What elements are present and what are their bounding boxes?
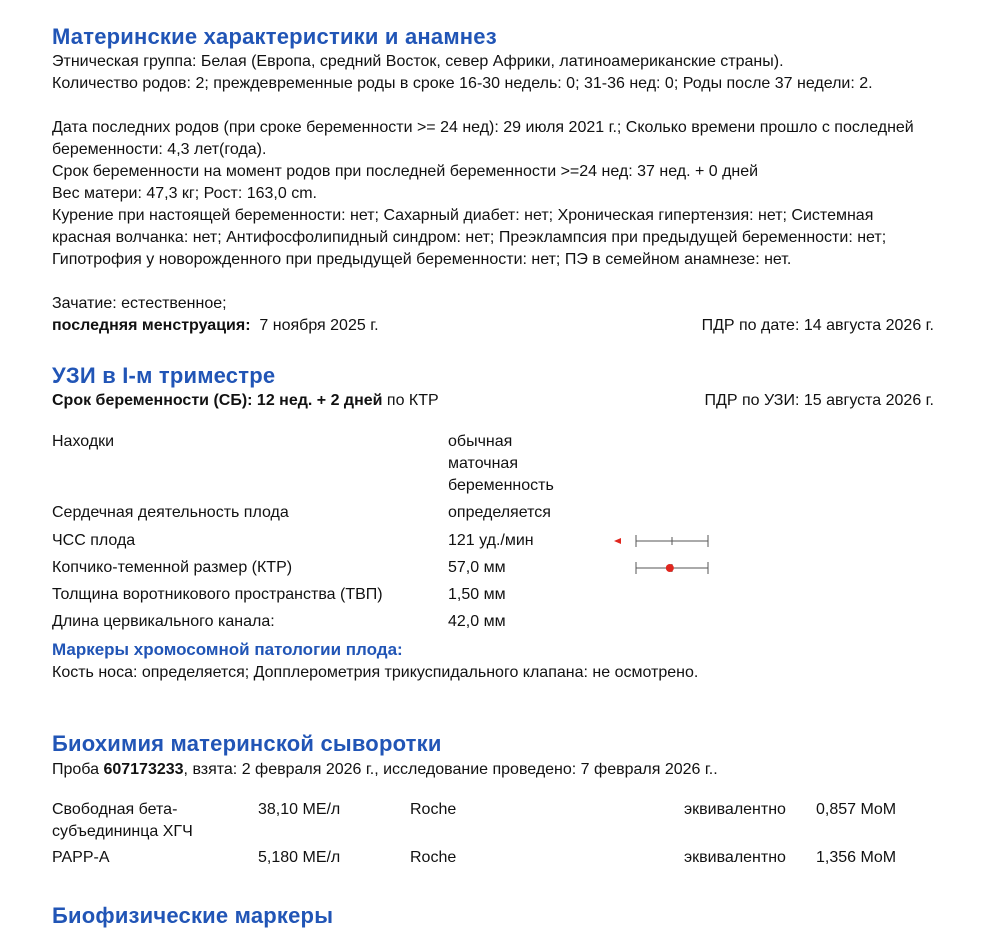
findings-label: Находки xyxy=(52,433,115,450)
edd-date: ПДР по дате: 14 августа 2026 г. xyxy=(701,317,934,334)
conditions-text: Курение при настоящей беременности: нет; Сахарный диабет: нет; Хроническая гипертензия: нет; Системная красная волчанка: нет; Антифосфолипидный синдром: нет; Преэклампсия при предыдущей беременности: нет; Гипотрофия у новорожденного при предыдущей беременности: нет; ПЭ в семейном анамнезе: нет. xyxy=(52,207,887,268)
sample-line xyxy=(52,759,718,781)
pappa-value: 5,180 МЕ/л xyxy=(258,849,341,866)
fhr-value: 121 уд./мин xyxy=(448,532,534,549)
births-line: Количество родов: 2; преждевременные роды в сроке 16-30 недель: 0; 31-36 нед: 0; Роды после 37 недели: 2. xyxy=(52,75,873,92)
ethnicity-line: Этническая группа: Белая (Европа, средний Восток, север Африки, латиноамериканские страны). xyxy=(52,53,784,70)
lmp-value: 7 ноября 2025 г. xyxy=(259,317,379,334)
bhcg-value: 38,10 МЕ/л xyxy=(258,801,341,818)
fhr-label: ЧСС плода xyxy=(52,532,136,549)
crl-value: 57,0 мм xyxy=(448,559,506,576)
markers-title: Маркеры хромосомной патологии плода: xyxy=(52,640,403,659)
lmp-row xyxy=(52,315,379,337)
bhcg-lab: Roche xyxy=(410,801,457,818)
sample-details: , взята: 2 февраля 2026 г., исследование проведено: 7 февраля 2026 г.. xyxy=(183,761,718,778)
nt-value: 1,50 мм xyxy=(448,586,506,603)
pappa-name: PAPP-A xyxy=(52,849,110,866)
term-last-line: Срок беременности на момент родов при последней беременности >=24 нед: 37 нед. + 0 дней xyxy=(52,163,759,180)
biophys-section-title: Биофизические маркеры xyxy=(52,903,334,928)
fhr-range-chart xyxy=(598,531,718,551)
heart-activity-value: определяется xyxy=(448,504,551,521)
conception-line: Зачатие: естественное; xyxy=(52,295,227,312)
lmp-label: последняя менструация: xyxy=(52,317,251,334)
ga-row xyxy=(52,390,439,412)
maternal-section-title: Материнские характеристики и анамнез xyxy=(52,24,497,49)
cervix-value: 42,0 мм xyxy=(448,613,506,630)
sample-id: 607173233 xyxy=(103,761,184,778)
crl-label: Копчико-теменной размер (КТР) xyxy=(52,559,293,576)
cervix-label: Длина цервикального канала: xyxy=(52,613,275,630)
ga-label: Срок беременности (СБ): 12 нед. + 2 дней xyxy=(52,392,383,409)
crl-range-chart xyxy=(598,558,718,578)
crl-value-marker xyxy=(666,564,674,572)
pappa-equivalent: эквивалентно xyxy=(684,849,786,866)
bhcg-equivalent: эквивалентно xyxy=(684,801,786,818)
nt-label: Толщина воротникового пространства (ТВП) xyxy=(52,586,383,603)
last-birth-line: Дата последних родов (при сроке беременности >= 24 нед): 29 июля 2021 г.; Сколько времени прошло с последней беременности: 4,3 лет(года). xyxy=(52,119,914,158)
bhcg-mom: 0,857 MoM xyxy=(816,801,897,818)
ultrasound-section-title: УЗИ в I-м триместре xyxy=(52,363,276,388)
biochem-section-title: Биохимия материнской сыворотки xyxy=(52,731,442,756)
pappa-lab: Roche xyxy=(410,849,457,866)
bhcg-name: Свободная бета-субъедининца ХГЧ xyxy=(52,801,193,840)
pappa-mom: 1,356 MoM xyxy=(816,849,897,866)
findings-value: обычная маточная беременность xyxy=(448,433,554,494)
markers-text: Кость носа: определяется; Допплерометрия трикуспидального клапана: не осмотрено. xyxy=(52,664,699,681)
sample-prefix: Проба xyxy=(52,761,99,778)
ga-method: по КТР xyxy=(386,392,439,409)
fhr-below-range-marker xyxy=(614,538,621,544)
edd-ultrasound: ПДР по УЗИ: 15 августа 2026 г. xyxy=(704,392,934,409)
weight-height-line: Вес матери: 47,3 кг; Рост: 163,0 cm. xyxy=(52,185,317,202)
heart-activity-label: Сердечная деятельность плода xyxy=(52,504,289,521)
